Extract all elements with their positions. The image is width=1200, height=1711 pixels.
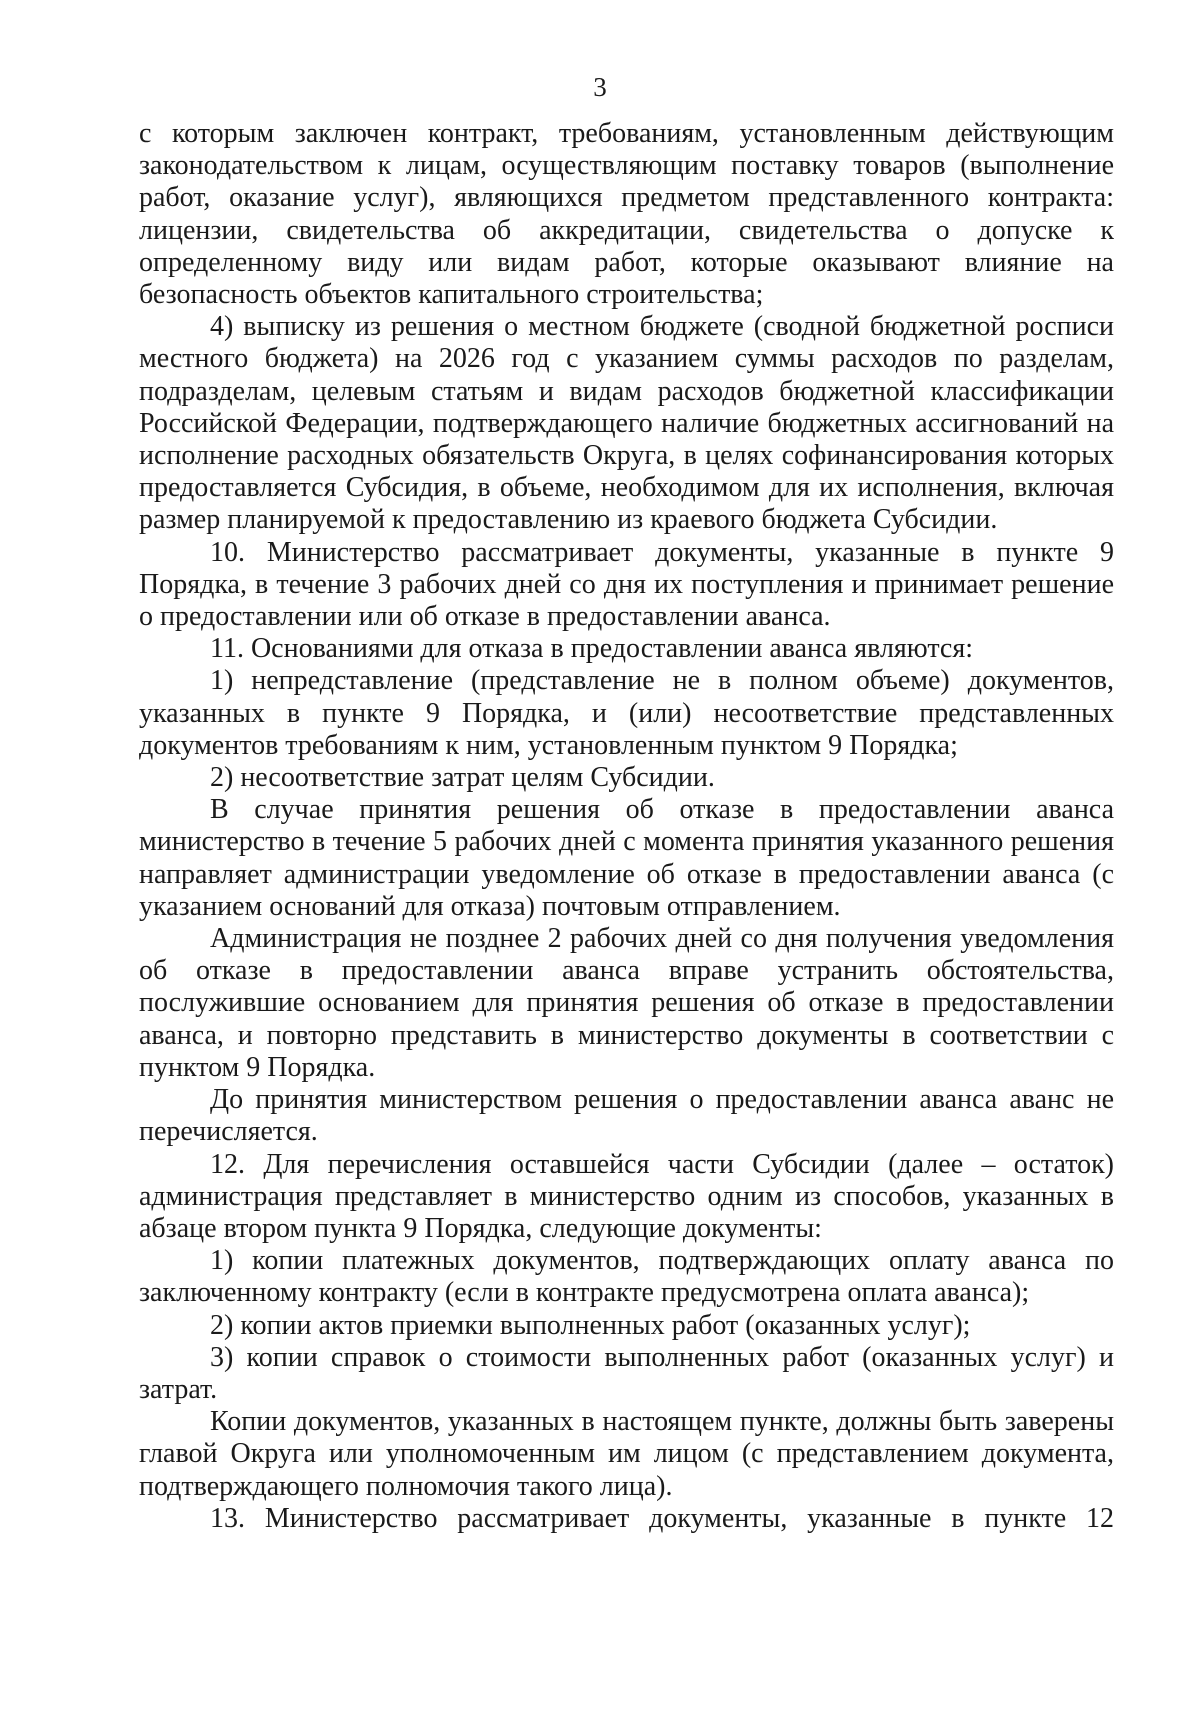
paragraph-clause-11-item-1: 1) непредставление (представление не в полном объеме) документов, указанных в пункте 9 Порядка, и (или) несоответствие представленных документов требованиям к ним, установленным пунктом 9 Порядка; [139,665,1114,761]
paragraph-clause-12-item-3: 3) копии справок о стоимости выполненных работ (оказанных услуг) и затрат. [139,1341,1114,1405]
paragraph-clause-10: 10. Министерство рассматривает документы, указанные в пункте 9 Порядка, в течение 3 рабочих дней со дня их поступления и принимает решение о предоставлении или об отказе в предоставлении аванса. [139,536,1114,633]
document-body [139,118,1114,1535]
paragraph-clause-12-item-2: 2) копии актов приемки выполненных работ (оказанных услуг); [210,1309,971,1341]
paragraph-refusal-notice: В случае принятия решения об отказе в предоставлении аванса министерство в течение 5 рабочих дней с момента принятия указанного решения направляет администрации уведомление об отказе в предоставлении аванса (с указанием оснований для отказа) почтовым отправлением. [139,794,1114,922]
paragraph-item-4-budget-extract: 4) выписку из решения о местном бюджете (сводной бюджетной росписи местного бюджета) на 2026 год с указанием суммы расходов по разделам, подразделам, целевым статьям и видам расходов бюджетной классификации Российской Федерации, подтверждающего наличие бюджетных ассигнований на исполнение расходных обязательств Округа, в целях софинансирования которых предоставляется Субсидия, в объеме, необходимом для их исполнения, включая размер планируемой к предоставлению из краевого бюджета Субсидии. [139,311,1114,536]
paragraph-advance-not-transferred: До принятия министерством решения о предоставлении аванса аванс не перечисляется. [139,1084,1114,1148]
paragraph-licenses-continuation: с которым заключен контракт, требованиям, установленным действующим законодательством к лицам, осуществляющим поставку товаров (выполнение работ, оказание услуг), являющихся предметом представленного контракта: лицензии, свидетельства об аккредитации, свидетельства о допуске к определенному виду или видам работ, которые оказывают влияние на безопасность объектов капитального строительства; [139,118,1114,311]
paragraph-clause-12: 12. Для перечисления оставшейся части Субсидии (далее – остаток) администрация представляет в министерство одним из способов, указанных в абзаце втором пункта 9 Порядка, следующие документы: [139,1148,1114,1244]
paragraph-clause-13: 13. Министерство рассматривает документы, указанные в пункте 12 [210,1502,1114,1534]
paragraph-clause-11: 11. Основаниями для отказа в предоставлении аванса являются: [210,633,974,665]
paragraph-administration-remedy: Администрация не позднее 2 рабочих дней со дня получения уведомления об отказе в предоставлении аванса вправе устранить обстоятельства, послужившие основанием для принятия решения об отказе в предоставлении аванса, и повторно представить в министерство документы в соответствии с пунктом 9 Порядка. [139,923,1114,1083]
paragraph-clause-11-item-2: 2) несоответствие затрат целям Субсидии. [210,762,715,794]
paragraph-copies-certification: Копии документов, указанных в настоящем пункте, должны быть заверены главой Округа или уполномоченным им лицом (с представлением документа, подтверждающего полномочия такого лица). [139,1406,1114,1502]
page-number: 3 [593,72,607,102]
paragraph-clause-12-item-1: 1) копии платежных документов, подтверждающих оплату аванса по заключенному контракту (если в контракте предусмотрена оплата аванса); [139,1245,1114,1309]
